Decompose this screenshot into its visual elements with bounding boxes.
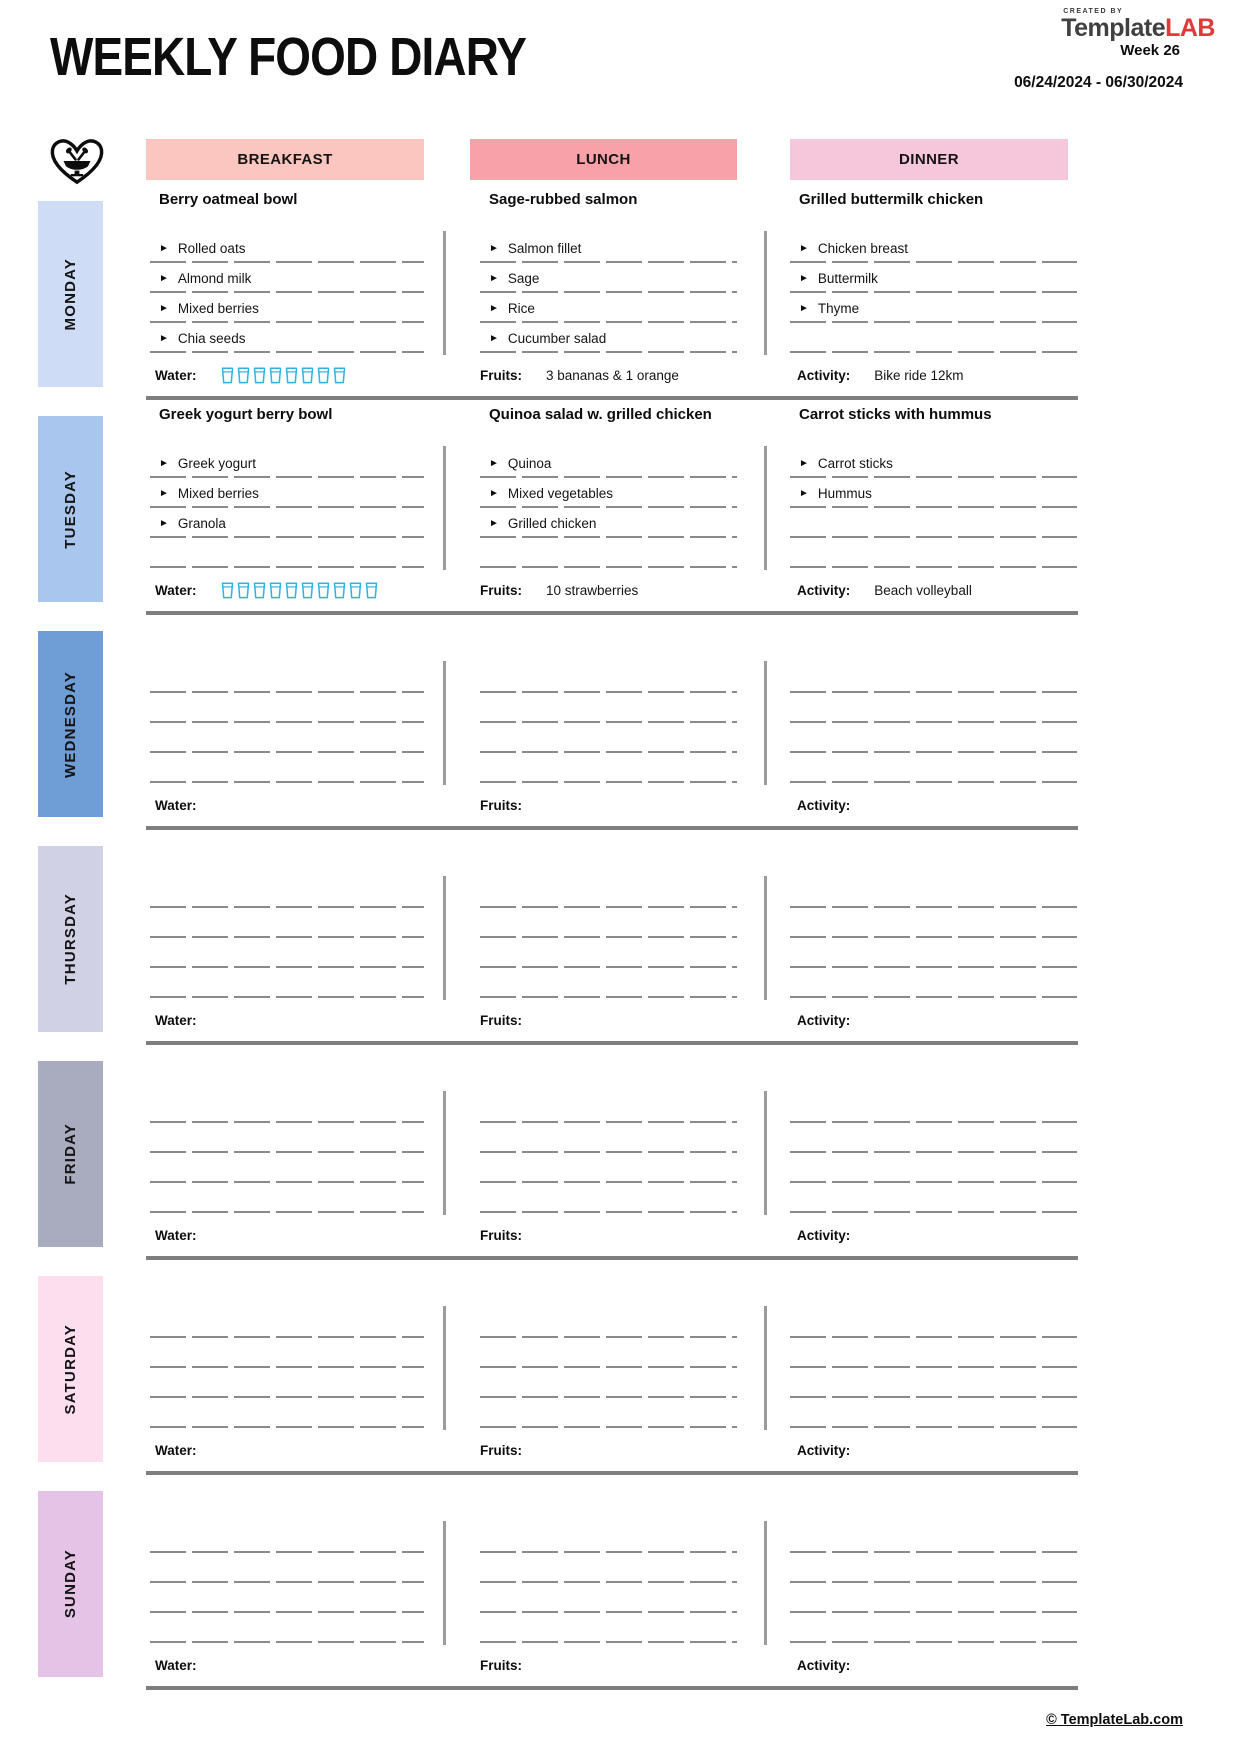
meal-title: Greek yogurt berry bowl bbox=[159, 406, 333, 423]
meal-title bbox=[150, 617, 424, 647]
entry-line bbox=[480, 723, 737, 753]
page-title: WEEKLY FOOD DIARY bbox=[50, 27, 527, 87]
entry-line bbox=[480, 908, 737, 938]
fruits-field bbox=[480, 1221, 546, 1249]
bullet-arrow-icon: ► bbox=[489, 517, 499, 529]
meal-title bbox=[790, 617, 1077, 647]
water-label: Water: bbox=[155, 1227, 197, 1243]
water-field bbox=[155, 791, 221, 819]
entry-line: ► Almond milk bbox=[150, 263, 424, 293]
fruits-field bbox=[480, 791, 546, 819]
day-row bbox=[38, 1260, 1078, 1475]
activity-field bbox=[797, 1436, 874, 1464]
entry-line bbox=[790, 1553, 1077, 1583]
activity-field bbox=[797, 791, 874, 819]
week-label: Week 26 bbox=[1120, 42, 1180, 59]
day-name-label: MONDAY bbox=[62, 257, 79, 331]
column-divider bbox=[764, 1306, 767, 1430]
lunch-cell bbox=[480, 832, 737, 998]
entry-line bbox=[790, 1308, 1077, 1338]
water-field bbox=[155, 576, 378, 604]
entry-line: ► Mixed berries bbox=[150, 478, 424, 508]
water-label: Water: bbox=[155, 797, 197, 813]
lunch-cell bbox=[480, 1047, 737, 1213]
fruits-field bbox=[480, 361, 679, 389]
fruits-label: Fruits: bbox=[480, 1227, 522, 1243]
day-tab bbox=[38, 846, 103, 1032]
meal-title bbox=[480, 832, 737, 862]
activity-value: Beach volleyball bbox=[874, 582, 972, 598]
entry-line bbox=[480, 1583, 737, 1613]
column-divider bbox=[443, 1306, 446, 1430]
entry-line: ► Carrot sticks bbox=[790, 448, 1077, 478]
entry-line bbox=[790, 508, 1077, 538]
entry-line: ► Cucumber salad bbox=[480, 323, 737, 353]
entry-line bbox=[790, 538, 1077, 568]
column-divider bbox=[764, 876, 767, 1000]
column-divider bbox=[764, 1521, 767, 1645]
meal-title bbox=[480, 1262, 737, 1292]
entry-line: ► Thyme bbox=[790, 293, 1077, 323]
entry-line bbox=[790, 1123, 1077, 1153]
entry-line bbox=[790, 723, 1077, 753]
fruits-label: Fruits: bbox=[480, 367, 522, 383]
bullet-arrow-icon: ► bbox=[799, 302, 809, 314]
breakfast-cell bbox=[150, 187, 424, 353]
entry-line bbox=[790, 1338, 1077, 1368]
water-label: Water: bbox=[155, 1657, 197, 1673]
entry-line bbox=[150, 693, 424, 723]
entry-line bbox=[480, 1308, 737, 1338]
entry-line bbox=[150, 938, 424, 968]
column-divider bbox=[764, 231, 767, 355]
entry-line bbox=[480, 538, 737, 568]
entry-line bbox=[480, 1093, 737, 1123]
entry-line: ► Quinoa bbox=[480, 448, 737, 478]
water-label: Water: bbox=[155, 1442, 197, 1458]
fruits-label: Fruits: bbox=[480, 1442, 522, 1458]
meal-title: Sage-rubbed salmon bbox=[489, 191, 638, 208]
entry-line bbox=[150, 1153, 424, 1183]
day-row bbox=[38, 1045, 1078, 1260]
lunch-cell bbox=[480, 1477, 737, 1643]
meal-title: Berry oatmeal bowl bbox=[159, 191, 298, 208]
entry-line bbox=[150, 1583, 424, 1613]
meal-title bbox=[480, 617, 737, 647]
entry-line bbox=[790, 1583, 1077, 1613]
entry-line bbox=[150, 1523, 424, 1553]
date-range: 06/24/2024 - 06/30/2024 bbox=[1014, 74, 1183, 91]
meal-title bbox=[480, 1047, 737, 1077]
breakfast-cell bbox=[150, 1477, 424, 1643]
entry-line bbox=[480, 1523, 737, 1553]
bullet-arrow-icon: ► bbox=[489, 272, 499, 284]
entry-line bbox=[790, 1183, 1077, 1213]
day-name-label: SUNDAY bbox=[62, 1549, 79, 1619]
meal-title bbox=[480, 1477, 737, 1507]
day-tab bbox=[38, 416, 103, 602]
breakfast-cell bbox=[150, 617, 424, 783]
breakfast-cell bbox=[150, 832, 424, 998]
entry-line bbox=[480, 968, 737, 998]
entry-line bbox=[150, 968, 424, 998]
activity-value: Bike ride 12km bbox=[874, 367, 964, 383]
meal-title bbox=[790, 832, 1077, 862]
lunch-cell bbox=[480, 187, 737, 353]
bullet-arrow-icon: ► bbox=[159, 457, 169, 469]
entry-line bbox=[790, 1523, 1077, 1553]
entry-line bbox=[150, 908, 424, 938]
day-summary-row bbox=[38, 361, 1078, 389]
day-tab bbox=[38, 1491, 103, 1677]
fruits-label: Fruits: bbox=[480, 797, 522, 813]
entry-line: ► Sage bbox=[480, 263, 737, 293]
breakfast-cell bbox=[150, 1047, 424, 1213]
day-summary-row bbox=[38, 1436, 1078, 1464]
activity-label: Activity: bbox=[797, 1012, 851, 1028]
entry-line: ► Mixed berries bbox=[150, 293, 424, 323]
activity-field bbox=[797, 1221, 874, 1249]
entry-line: ► Mixed vegetables bbox=[480, 478, 737, 508]
entry-line: ► Hummus bbox=[790, 478, 1077, 508]
lunch-cell bbox=[480, 402, 737, 568]
activity-field bbox=[797, 1006, 874, 1034]
meal-title: Quinoa salad w. grilled chicken bbox=[489, 406, 712, 423]
entry-line bbox=[480, 1123, 737, 1153]
entry-line: ► Greek yogurt bbox=[150, 448, 424, 478]
dinner-cell bbox=[790, 402, 1077, 568]
bullet-arrow-icon: ► bbox=[799, 487, 809, 499]
entry-line bbox=[150, 1553, 424, 1583]
dinner-cell bbox=[790, 1262, 1077, 1428]
bullet-arrow-icon: ► bbox=[489, 242, 499, 254]
activity-label: Activity: bbox=[797, 797, 851, 813]
day-summary-row bbox=[38, 1221, 1078, 1249]
entry-line bbox=[480, 663, 737, 693]
entry-line bbox=[150, 1183, 424, 1213]
meal-title bbox=[150, 1047, 424, 1077]
entry-line bbox=[790, 878, 1077, 908]
day-name-label: THURSDAY bbox=[62, 893, 79, 985]
column-header-breakfast: BREAKFAST bbox=[146, 139, 424, 180]
fruits-field bbox=[480, 1006, 546, 1034]
bullet-arrow-icon: ► bbox=[159, 302, 169, 314]
column-divider bbox=[443, 1091, 446, 1215]
day-summary-row bbox=[38, 576, 1078, 604]
water-cups bbox=[221, 582, 378, 599]
entry-line bbox=[480, 1153, 737, 1183]
day-summary-row bbox=[38, 791, 1078, 819]
bullet-arrow-icon: ► bbox=[489, 332, 499, 344]
bullet-arrow-icon: ► bbox=[159, 517, 169, 529]
meal-title: Carrot sticks with hummus bbox=[799, 406, 992, 423]
entry-line bbox=[480, 693, 737, 723]
water-field bbox=[155, 1436, 221, 1464]
column-divider bbox=[443, 1521, 446, 1645]
logo-brand-primary: Template bbox=[1061, 14, 1166, 42]
templatelab-footer-link[interactable]: © TemplateLab.com bbox=[1046, 1712, 1183, 1728]
activity-label: Activity: bbox=[797, 582, 851, 598]
day-name-label: TUESDAY bbox=[62, 469, 79, 549]
entry-line bbox=[480, 1338, 737, 1368]
entry-line: ► Salmon fillet bbox=[480, 233, 737, 263]
column-divider bbox=[764, 1091, 767, 1215]
logo-brand-accent: LAB bbox=[1165, 14, 1215, 42]
dinner-cell bbox=[790, 1477, 1077, 1643]
water-label: Water: bbox=[155, 582, 197, 598]
entry-line: ► Rice bbox=[480, 293, 737, 323]
entry-line bbox=[150, 1123, 424, 1153]
meal-title bbox=[150, 832, 424, 862]
entry-line bbox=[150, 1613, 424, 1643]
logo-brand bbox=[1061, 16, 1215, 41]
entry-line bbox=[150, 1338, 424, 1368]
bullet-arrow-icon: ► bbox=[489, 487, 499, 499]
entry-line bbox=[150, 1093, 424, 1123]
entry-line bbox=[480, 1613, 737, 1643]
fruits-field bbox=[480, 576, 638, 604]
days-container bbox=[38, 185, 1078, 1690]
entry-line: ► Chicken breast bbox=[790, 233, 1077, 263]
breakfast-cell bbox=[150, 1262, 424, 1428]
fruits-label: Fruits: bbox=[480, 1657, 522, 1673]
meal-title: Grilled buttermilk chicken bbox=[799, 191, 984, 208]
fruits-label: Fruits: bbox=[480, 582, 522, 598]
entry-line bbox=[790, 693, 1077, 723]
day-tab bbox=[38, 1061, 103, 1247]
bullet-arrow-icon: ► bbox=[159, 332, 169, 344]
water-field bbox=[155, 1006, 221, 1034]
entry-line bbox=[150, 1368, 424, 1398]
day-name-label: SATURDAY bbox=[62, 1323, 79, 1415]
heart-with-bowl-and-utensils-icon bbox=[48, 136, 106, 191]
fruits-value: 3 bananas & 1 orange bbox=[546, 367, 679, 383]
bullet-arrow-icon: ► bbox=[799, 272, 809, 284]
dinner-cell bbox=[790, 187, 1077, 353]
day-tab bbox=[38, 201, 103, 387]
entry-line bbox=[790, 938, 1077, 968]
day-summary-row bbox=[38, 1651, 1078, 1679]
entry-line bbox=[480, 1398, 737, 1428]
entry-line bbox=[790, 1398, 1077, 1428]
bullet-arrow-icon: ► bbox=[799, 242, 809, 254]
column-divider bbox=[764, 661, 767, 785]
entry-line bbox=[790, 663, 1077, 693]
breakfast-cell bbox=[150, 402, 424, 568]
column-divider bbox=[443, 661, 446, 785]
entry-line bbox=[150, 753, 424, 783]
day-divider bbox=[146, 1686, 1078, 1690]
entry-line: ► Chia seeds bbox=[150, 323, 424, 353]
day-tab bbox=[38, 1276, 103, 1462]
column-divider bbox=[443, 446, 446, 570]
lunch-cell bbox=[480, 1262, 737, 1428]
activity-field bbox=[797, 576, 972, 604]
entry-line bbox=[790, 1153, 1077, 1183]
entry-line: ► Grilled chicken bbox=[480, 508, 737, 538]
day-row bbox=[38, 400, 1078, 615]
water-label: Water: bbox=[155, 1012, 197, 1028]
fruits-value: 10 strawberries bbox=[546, 582, 639, 598]
water-field bbox=[155, 1221, 221, 1249]
day-name-label: FRIDAY bbox=[62, 1123, 79, 1185]
meal-title bbox=[790, 1262, 1077, 1292]
entry-line bbox=[150, 663, 424, 693]
entry-line bbox=[480, 938, 737, 968]
entry-line bbox=[790, 1613, 1077, 1643]
entry-line: ► Rolled oats bbox=[150, 233, 424, 263]
day-row bbox=[38, 1475, 1078, 1690]
entry-line bbox=[480, 878, 737, 908]
templatelab-logo bbox=[1061, 8, 1215, 41]
activity-label: Activity: bbox=[797, 1657, 851, 1673]
bullet-arrow-icon: ► bbox=[489, 457, 499, 469]
lunch-cell bbox=[480, 617, 737, 783]
entry-line bbox=[790, 753, 1077, 783]
entry-line: ► Granola bbox=[150, 508, 424, 538]
entry-line bbox=[480, 1368, 737, 1398]
activity-label: Activity: bbox=[797, 1227, 851, 1243]
entry-line bbox=[150, 723, 424, 753]
meal-title bbox=[150, 1262, 424, 1292]
water-cups bbox=[221, 367, 346, 384]
day-row bbox=[38, 830, 1078, 1045]
column-header-lunch: LUNCH bbox=[470, 139, 737, 180]
column-divider bbox=[764, 446, 767, 570]
bullet-arrow-icon: ► bbox=[799, 457, 809, 469]
day-tab bbox=[38, 631, 103, 817]
column-header-dinner: DINNER bbox=[790, 139, 1068, 180]
entry-line bbox=[790, 1368, 1077, 1398]
entry-line bbox=[480, 753, 737, 783]
fruits-label: Fruits: bbox=[480, 1012, 522, 1028]
activity-field bbox=[797, 1651, 874, 1679]
entry-line bbox=[790, 968, 1077, 998]
bullet-arrow-icon: ► bbox=[159, 242, 169, 254]
meal-title bbox=[150, 1477, 424, 1507]
activity-label: Activity: bbox=[797, 367, 851, 383]
entry-line: ► Buttermilk bbox=[790, 263, 1077, 293]
water-field bbox=[155, 361, 346, 389]
entry-line bbox=[790, 908, 1077, 938]
bullet-arrow-icon: ► bbox=[159, 487, 169, 499]
column-divider bbox=[443, 231, 446, 355]
logo-created-by: CREATED BY bbox=[1063, 8, 1124, 15]
entry-line bbox=[150, 878, 424, 908]
entry-line bbox=[480, 1553, 737, 1583]
fruits-field bbox=[480, 1436, 546, 1464]
meal-title bbox=[790, 1477, 1077, 1507]
fruits-field bbox=[480, 1651, 546, 1679]
activity-label: Activity: bbox=[797, 1442, 851, 1458]
entry-line bbox=[790, 323, 1077, 353]
entry-line bbox=[480, 1183, 737, 1213]
water-field bbox=[155, 1651, 221, 1679]
bullet-arrow-icon: ► bbox=[159, 272, 169, 284]
activity-field bbox=[797, 361, 964, 389]
entry-line bbox=[790, 1093, 1077, 1123]
entry-line bbox=[150, 538, 424, 568]
column-divider bbox=[443, 876, 446, 1000]
bullet-arrow-icon: ► bbox=[489, 302, 499, 314]
entry-line bbox=[150, 1308, 424, 1338]
water-label: Water: bbox=[155, 367, 197, 383]
meal-title bbox=[790, 1047, 1077, 1077]
dinner-cell bbox=[790, 832, 1077, 998]
dinner-cell bbox=[790, 617, 1077, 783]
entry-line bbox=[150, 1398, 424, 1428]
day-row bbox=[38, 185, 1078, 400]
day-row bbox=[38, 615, 1078, 830]
day-summary-row bbox=[38, 1006, 1078, 1034]
dinner-cell bbox=[790, 1047, 1077, 1213]
day-name-label: WEDNESDAY bbox=[62, 670, 79, 778]
